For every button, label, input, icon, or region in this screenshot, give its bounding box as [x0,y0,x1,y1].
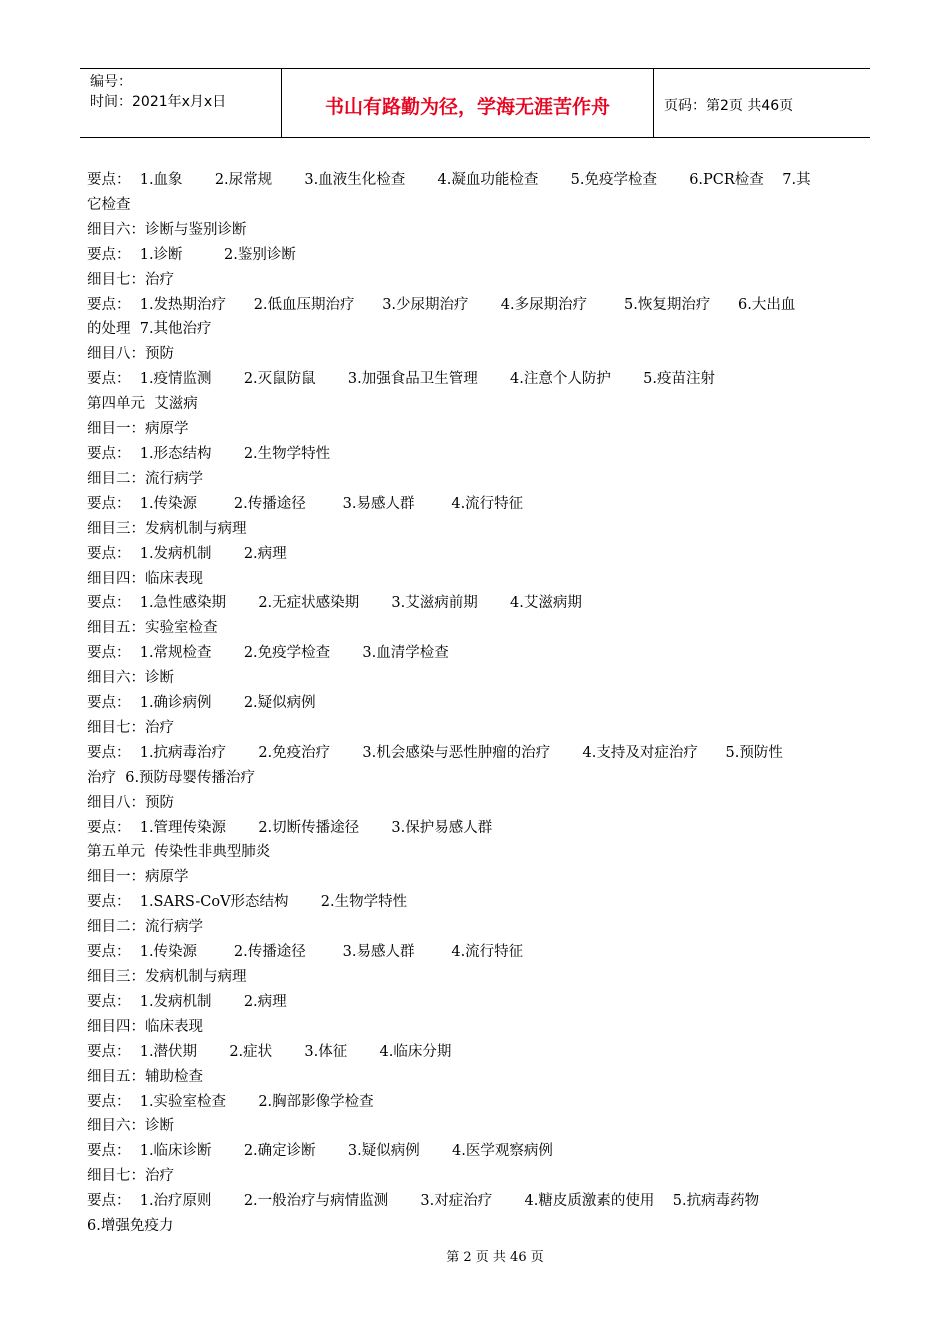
number-label: 编号： [90,74,132,90]
page-footer: 第 2 页 共 46 页 [446,1250,544,1265]
text-line: 要点： 1.常规检查 2.免疫学检查 3.血清学检查 [87,645,449,662]
text-line: 要点： 1.发热期治疗 2.低血压期治疗 3.少尿期治疗 4.多尿期治疗 5.恢复期治疗 6.大出血 [87,296,796,313]
motto: 书山有路勤为径，学海无涯苦作舟 [281,69,654,137]
text-line: 第四单元 艾滋病 [87,396,198,413]
text-line: 6.增强免疫力 [87,1218,174,1235]
text-line: 细目三：发病机制与病理 [87,969,247,985]
text-line: 要点： 1.疫情监测 2.灭鼠防鼠 3.加强食品卫生管理 4.注意个人防护 5.疫苗注射 [87,371,715,388]
date-label: 时间：2021年x月x日 [90,94,227,110]
text-line: 细目六：诊断与鉴别诊断 [87,221,247,238]
text-line: 治疗 6.预防母婴传播治疗 [87,769,256,786]
text-line: 细目七：治疗 [87,719,174,736]
text-line: 要点： 1.确诊病例 2.疑似病例 [87,695,316,712]
text-line: 细目四：临床表现 [87,1018,203,1035]
text-line: 细目六：诊断 [87,670,174,687]
text-line: 要点： 1.管理传染源 2.切断传播途径 3.保护易感人群 [87,819,493,836]
text-line: 细目二：流行病学 [87,919,203,936]
text-line: 细目五：实验室检查 [87,620,218,637]
text-line: 细目七：治疗 [87,271,174,288]
text-line: 要点： 1.形态结构 2.生物学特性 [87,445,331,462]
text-line: 要点： 1.发病机制 2.病理 [87,545,287,562]
text-line: 细目一：病原学 [87,421,189,438]
text-line: 要点： 1.临床诊断 2.确定诊断 3.疑似病例 4.医学观察病例 [87,1143,553,1160]
text-line: 要点： 1.SARS-CoV形态结构 2.生物学特性 [87,894,408,911]
page-header [80,68,870,138]
text-line: 要点： 1.治疗原则 2.一般治疗与病情监测 3.对症治疗 4.糖皮质激素的使用 5.抗病毒药物 [87,1193,760,1210]
text-line: 细目六：诊断 [87,1118,174,1135]
text-line: 的处理 7.其他治疗 [87,321,212,338]
text-line: 要点： 1.传染源 2.传播途径 3.易感人群 4.流行特征 [87,495,524,512]
text-line: 细目八：预防 [87,794,174,811]
text-line: 要点： 1.发病机制 2.病理 [87,993,287,1010]
text-line: 它检查 [87,196,131,213]
text-line: 第五单元 传染性非典型肺炎 [87,844,271,861]
text-line: 细目四：临床表现 [87,570,203,587]
text-line: 要点： 1.实验室检查 2.胸部影像学检查 [87,1093,374,1110]
text-line: 细目二：流行病学 [87,470,203,487]
text-line: 要点： 1.传染源 2.传播途径 3.易感人群 4.流行特征 [87,944,524,961]
text-line: 细目五：辅助检查 [87,1068,203,1085]
text-line: 细目一：病原学 [87,869,189,886]
text-line: 要点： 1.诊断 2.鉴别诊断 [87,246,296,263]
header-meta [80,69,280,137]
text-line: 细目三：发病机制与病理 [87,520,247,537]
text-line: 要点： 1.急性感染期 2.无症状感染期 3.艾滋病前期 4.艾滋病期 [87,595,582,612]
text-line: 要点： 1.潜伏期 2.症状 3.体征 4.临床分期 [87,1043,452,1060]
document-body [87,168,867,1239]
text-line: 细目七：治疗 [87,1168,174,1185]
text-line: 要点： 1.抗病毒治疗 2.免疫治疗 3.机会感染与恶性肿瘤的治疗 4.支持及对症治疗 5.预防性 [87,744,783,761]
text-line: 细目八：预防 [87,346,174,363]
text-line: 要点： 1.血象 2.尿常规 3.血液生化检查 4.凝血功能检查 5.免疫学检查 6.PCR检查 7.其 [87,172,811,188]
page-info: 页码：第2页 共46页 [664,98,794,114]
